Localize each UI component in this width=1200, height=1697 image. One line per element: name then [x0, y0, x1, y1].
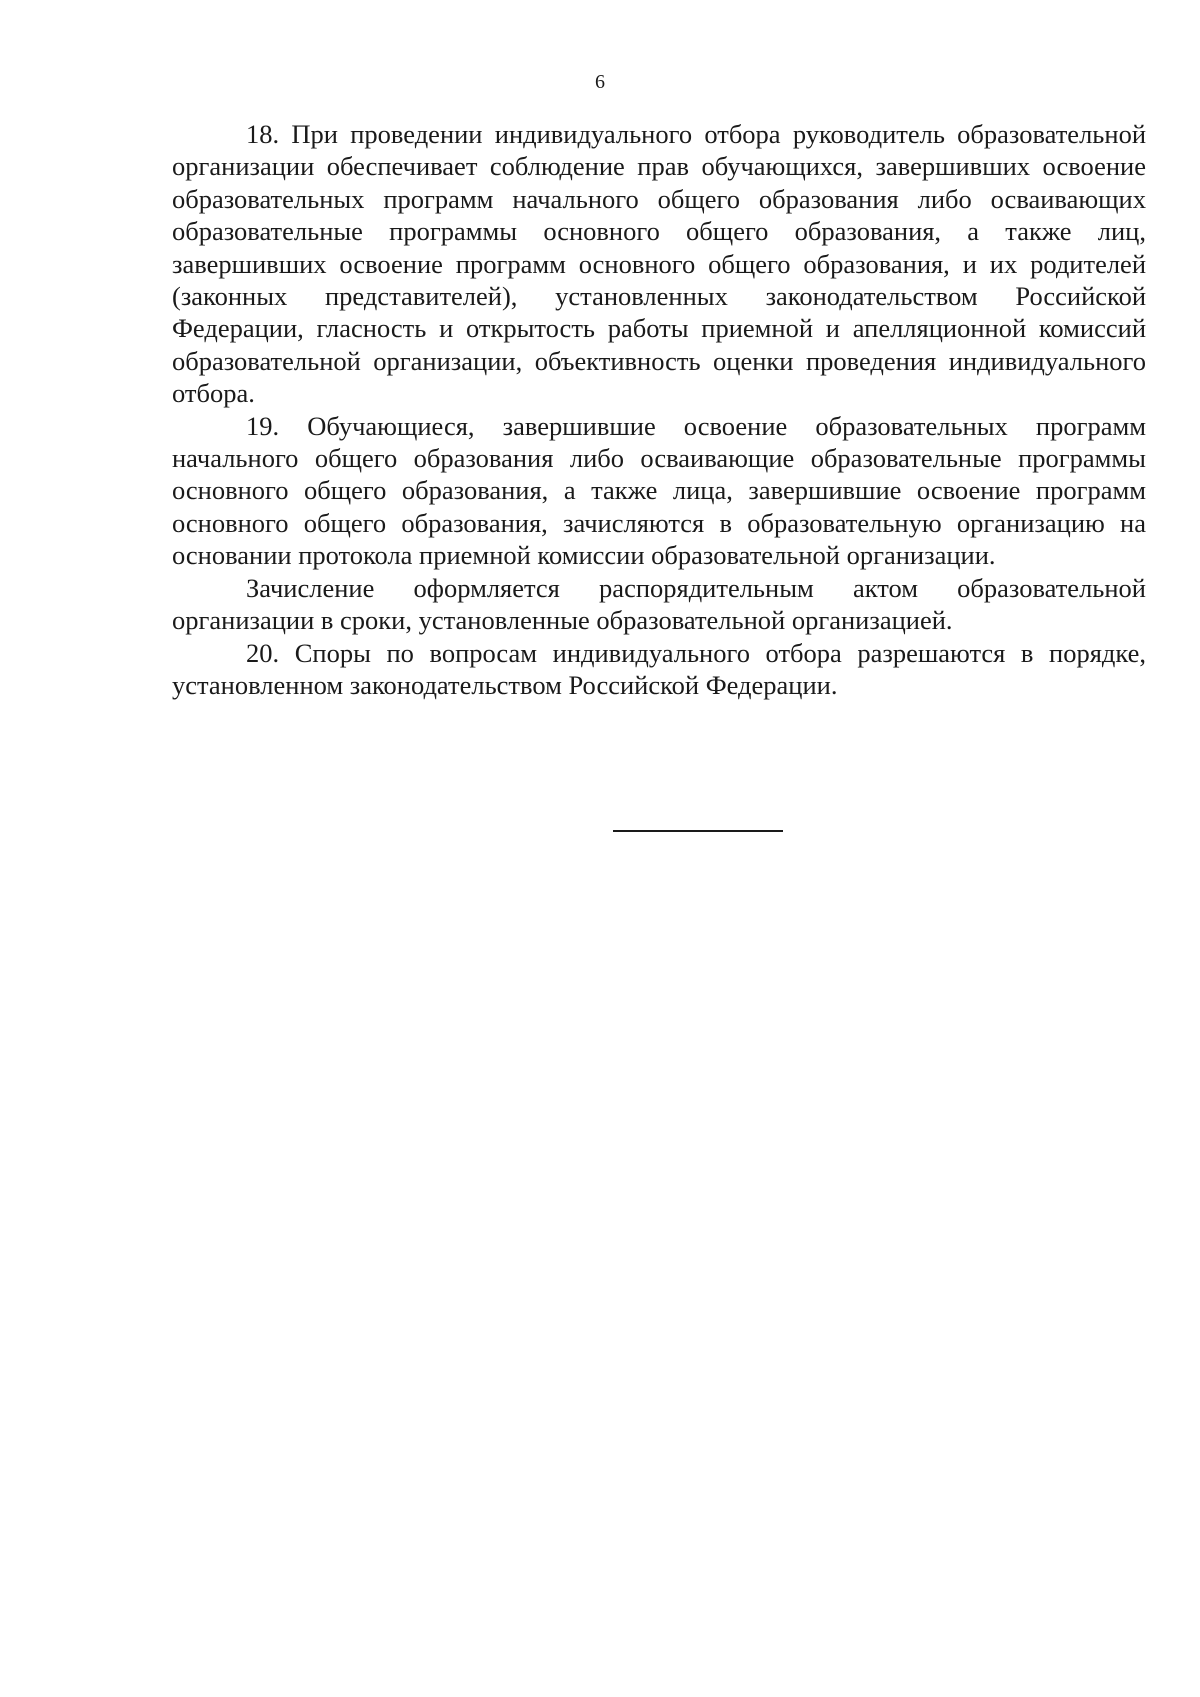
document-body	[172, 118, 1146, 701]
paragraph-enrollment: Зачисление оформляется распорядительным актом образовательной организации в сроки, установленные образовательной организацией.	[172, 572, 1146, 636]
paragraph-19: 19. Обучающиеся, завершившие освоение образовательных программ начального общего образования либо осваивающие образовательные программы основного общего образования, а также лица, завершившие освоение программ основного общего образования, зачисляются в образовательную организацию на основании протокола приемной комиссии образовательной организации.	[172, 410, 1146, 571]
paragraph-18: 18. При проведении индивидуального отбора руководитель образовательной организации обеспечивает соблюдение прав обучающихся, завершивших освоение образовательных программ начального общего образования либо осваивающих образовательные программы основного общего образования, а также лиц, завершивших освоение программ основного общего образования, и их родителей (законных представителей), установленных законодательством Российской Федерации, гласность и открытость работы приемной и апелляционной комиссий образовательной организации, объективность оценки проведения индивидуального отбора.	[172, 119, 1146, 409]
end-of-document-rule	[613, 830, 783, 832]
page-number: 6	[595, 71, 605, 93]
paragraph-20: 20. Споры по вопросам индивидуального отбора разрешаются в порядке, установленном законодательством Российской Федерации.	[172, 637, 1146, 700]
